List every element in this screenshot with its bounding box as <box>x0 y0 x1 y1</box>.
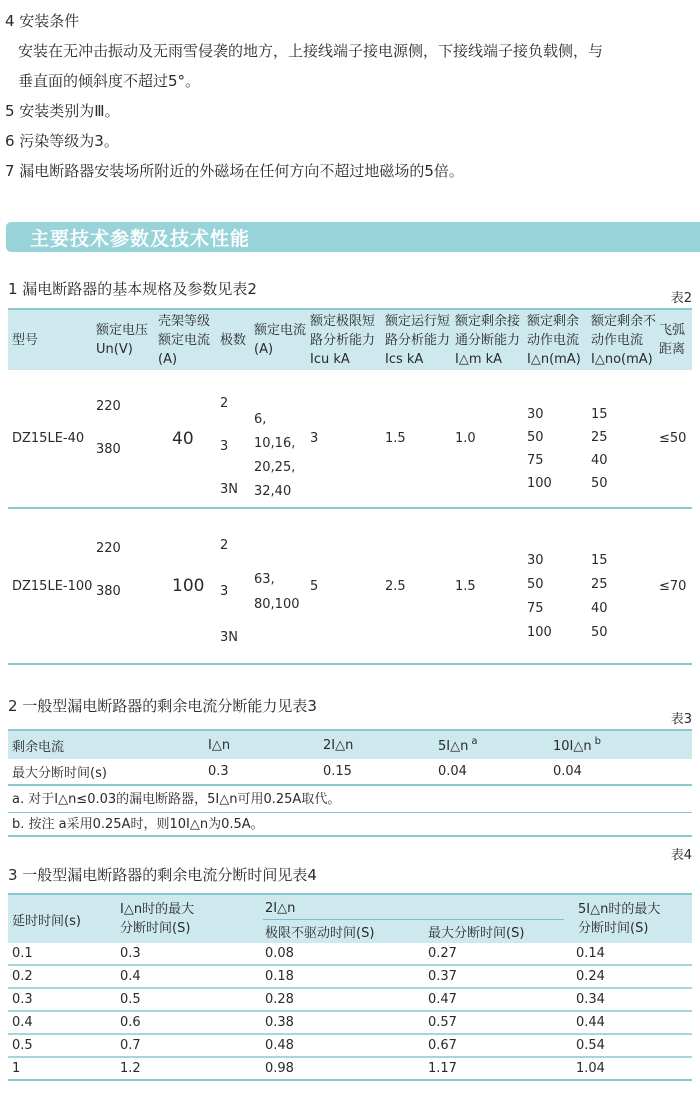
cell-value: 0.28 <box>265 992 294 1007</box>
table3-label: 表3 <box>670 712 692 727</box>
col-header-2idn: 2I△n <box>323 737 354 753</box>
header-line: 额定电压 <box>96 323 149 338</box>
note-item-4-body: 安装在无冲击振动及无雨雪侵袭的地方，上接线端子接电源侧，下接线端子接负载侧，与 <box>18 42 604 60</box>
cell-delay: 0.4 <box>12 1015 33 1030</box>
cell-value: 3N <box>220 482 238 497</box>
footnote-ref-a: a <box>471 736 478 747</box>
footnote-a: a. 对于I△n≤0.03的漏电断路器，5I△n可用0.25A取代。 <box>8 786 692 813</box>
table3 <box>8 729 692 837</box>
header-line: 分断时间(S) <box>120 921 191 936</box>
col-header-5idn <box>438 736 553 754</box>
cell-row-label: 最大分断时间(s) <box>12 766 107 781</box>
cell-value: 100 <box>172 576 205 596</box>
table4-header-row <box>8 895 692 943</box>
section-title: 主要技术参数及技术性能 <box>30 227 251 250</box>
cell-arc-distance: ≤70 <box>659 578 687 594</box>
cell-value: 3N <box>220 630 238 645</box>
cell-rated-currents <box>252 509 308 663</box>
cell-value: 15 <box>591 553 608 568</box>
section-banner <box>6 222 700 252</box>
cell-value: 63, <box>254 572 275 587</box>
cell-idm: 1.5 <box>455 578 476 594</box>
cell-idn <box>525 370 589 507</box>
table-row <box>8 989 692 1012</box>
cell-value: 1.04 <box>576 1061 605 1076</box>
group-header-2idn: 2I△n <box>263 897 564 920</box>
table-row <box>8 1058 692 1081</box>
col-header-idn: I△n <box>208 737 231 753</box>
note-item-7: 7 漏电断路器安装场所附近的外磁场在任何方向不超过地磁场的5倍。 <box>5 162 464 180</box>
col-header-rated-voltage <box>94 310 156 370</box>
header-line: 额定剩余不 <box>591 313 657 329</box>
note-item-5: 5 安装类别为Ⅲ。 <box>5 102 120 120</box>
cell-value: 3 <box>220 584 229 599</box>
header-line: 额定运行短 <box>385 313 451 329</box>
header-line: 额定电流 <box>158 332 211 348</box>
cell-value: 50 <box>527 430 544 445</box>
cell-poles <box>218 370 252 507</box>
note-item-4-body: 垂直面的倾斜度不超过5°。 <box>18 72 201 90</box>
table4 <box>8 893 692 1081</box>
header-line: Ics kA <box>385 351 424 367</box>
col-header-10idn <box>553 736 692 754</box>
cell-value: 0.18 <box>265 969 294 984</box>
cell-value: 380 <box>96 442 121 457</box>
cell-icu: 5 <box>310 578 319 594</box>
header-line: I△m kA <box>455 351 503 367</box>
cell-value: 0.04 <box>553 764 582 779</box>
cell-value: 220 <box>96 541 121 556</box>
cell-delay: 1 <box>12 1061 21 1076</box>
cell-value: 0.48 <box>265 1038 294 1053</box>
header-line: 距离 <box>659 342 686 357</box>
cell-value: 30 <box>527 553 544 568</box>
header-line: I△n时的最大 <box>120 902 195 917</box>
cell-value: 75 <box>527 453 544 468</box>
table-row-dz15le-40 <box>8 370 692 509</box>
cell-value: 32,40 <box>254 484 292 499</box>
cell-value: 0.54 <box>576 1038 605 1053</box>
col-header-delay-time: 延时时间(s) <box>12 913 81 929</box>
table2-caption-row <box>8 276 692 308</box>
cell-value: 1.2 <box>120 1061 141 1076</box>
cell-delay: 0.1 <box>12 946 33 961</box>
footnote-b: b. 按注 a采用0.25A时，则10I△n为0.5A。 <box>8 813 692 837</box>
col-header-idm <box>453 310 525 370</box>
cell-value: 0.24 <box>576 969 605 984</box>
cell-voltages <box>94 370 156 507</box>
cell-value: 25 <box>591 430 608 445</box>
cell-model: DZ15LE-40 <box>12 431 85 446</box>
cell-value: 3 <box>220 439 229 454</box>
header-text: 5I△n <box>438 739 469 754</box>
cell-value: 15 <box>591 407 608 422</box>
note-item-6: 6 污染等级为3。 <box>5 132 119 150</box>
cell-value: 0.34 <box>576 992 605 1007</box>
cell-value: 0.38 <box>265 1015 294 1030</box>
cell-idno <box>589 370 657 507</box>
cell-value: 2 <box>220 538 229 553</box>
header-line: 极数 <box>220 332 247 348</box>
table-row-dz15le-100 <box>8 509 692 665</box>
cell-idno <box>589 509 657 663</box>
cell-value: 0.04 <box>438 764 467 779</box>
cell-value: 220 <box>96 399 121 414</box>
cell-value: 50 <box>591 476 608 491</box>
cell-value: 0.4 <box>120 969 141 984</box>
cell-value: 6, <box>254 412 267 427</box>
table2-label: 表2 <box>670 291 692 306</box>
col-header-rated-current <box>252 310 308 370</box>
cell-frame-current <box>156 509 218 663</box>
cell-value: 0.08 <box>265 946 294 961</box>
header-line: 动作电流 <box>527 332 580 348</box>
cell-value: 0.37 <box>428 969 457 984</box>
cell-value: 0.15 <box>323 764 352 779</box>
header-line: 额定电流 <box>254 323 307 338</box>
table3-caption-row <box>8 693 692 729</box>
col-header-idno <box>589 310 657 370</box>
header-line: 飞弧 <box>659 323 686 338</box>
cell-value: 50 <box>527 577 544 592</box>
cell-value: 0.5 <box>120 992 141 1007</box>
header-line: 动作电流 <box>591 332 644 348</box>
cell-idn <box>525 509 589 663</box>
cell-value: 0.57 <box>428 1015 457 1030</box>
table4-caption-row <box>8 847 692 885</box>
cell-delay: 0.5 <box>12 1038 33 1053</box>
cell-frame-current <box>156 370 218 507</box>
cell-value: 30 <box>527 407 544 422</box>
table2-caption: 1 漏电断路器的基本规格及参数见表2 <box>8 280 257 298</box>
cell-value: 10,16, <box>254 436 296 451</box>
footnote-ref-b: b <box>594 736 601 747</box>
header-line: (A) <box>158 351 178 367</box>
cell-value: 380 <box>96 584 121 599</box>
table3-header-row <box>8 731 692 759</box>
header-text: 10I△n <box>553 739 592 754</box>
header-line: Un(V) <box>96 342 133 357</box>
header-line: 分断时间(S) <box>578 921 649 936</box>
col-header-arc-distance <box>657 310 692 370</box>
cell-rated-currents <box>252 370 308 507</box>
cell-value: 1.17 <box>428 1061 457 1076</box>
col-header-idn <box>525 310 589 370</box>
header-line: 型号 <box>12 332 39 348</box>
cell-delay: 0.2 <box>12 969 33 984</box>
table2-header-row <box>8 310 692 370</box>
cell-value: 40 <box>172 428 194 449</box>
col-header-ics <box>383 310 453 370</box>
cell-value: 0.67 <box>428 1038 457 1053</box>
header-line: I△no(mA) <box>591 351 653 367</box>
cell-model: DZ15LE-100 <box>12 578 93 594</box>
col-header-residual-current: 剩余电流 <box>12 739 65 755</box>
header-line: 5I△n时的最大 <box>578 902 661 917</box>
cell-value: 2 <box>220 396 229 411</box>
header-line: Icu kA <box>310 351 350 367</box>
cell-value: 0.3 <box>120 946 141 961</box>
group-subheaders <box>263 920 576 943</box>
cell-value: 50 <box>591 625 608 640</box>
col-header-limit-nondriving-time: 极限不驱动时间(S) <box>265 926 375 941</box>
cell-value: 75 <box>527 601 544 616</box>
cell-value: 40 <box>591 601 608 616</box>
col-header-poles <box>218 310 252 370</box>
cell-value: 0.47 <box>428 992 457 1007</box>
cell-value: 20,25, <box>254 460 296 475</box>
col-header-max-breaking-time: 最大分断时间(S) <box>428 926 525 941</box>
table-row <box>8 1035 692 1058</box>
header-line: 路分析能力 <box>310 332 376 348</box>
header-line: 路分析能力 <box>385 332 451 348</box>
table4-label: 表4 <box>670 848 692 863</box>
cell-value: 0.6 <box>120 1015 141 1030</box>
cell-idm: 1.0 <box>455 431 476 446</box>
col-header-frame-current <box>156 310 218 370</box>
header-line: 额定剩余接 <box>455 313 521 329</box>
note-item-4: 4 安装条件 <box>5 12 80 30</box>
header-line: 通分断能力 <box>455 332 521 348</box>
cell-ics: 1.5 <box>385 431 406 446</box>
col-header-5idn-max-time <box>576 895 692 943</box>
cell-value: 0.27 <box>428 946 457 961</box>
table-row <box>8 966 692 989</box>
cell-ics: 2.5 <box>385 578 406 594</box>
table-row <box>8 943 692 966</box>
header-line: (A) <box>254 342 274 357</box>
header-line: 壳架等级 <box>158 313 211 329</box>
cell-value: 100 <box>527 476 552 491</box>
col-header-model <box>8 310 94 370</box>
cell-value: 100 <box>527 625 552 640</box>
table2 <box>8 308 692 665</box>
table-row-breaking-time <box>8 759 692 786</box>
table-row <box>8 1012 692 1035</box>
cell-arc-distance: ≤50 <box>659 431 687 446</box>
cell-value: 0.44 <box>576 1015 605 1030</box>
header-line: 额定剩余 <box>527 313 580 329</box>
cell-value: 0.7 <box>120 1038 141 1053</box>
header-line: 额定极限短 <box>310 313 376 329</box>
cell-value: 80,100 <box>254 597 300 612</box>
cell-delay: 0.3 <box>12 992 33 1007</box>
table4-caption: 3 一般型漏电断路器的剩余电流分断时间见表4 <box>8 866 317 884</box>
cell-value: 40 <box>591 453 608 468</box>
header-line: I△n(mA) <box>527 351 581 367</box>
cell-icu: 3 <box>310 431 319 446</box>
col-header-idn-max-time <box>118 895 263 943</box>
cell-value: 0.3 <box>208 764 229 779</box>
cell-value: 25 <box>591 577 608 592</box>
col-group-2idn <box>263 895 576 943</box>
cell-value: 0.98 <box>265 1061 294 1076</box>
cell-poles <box>218 509 252 663</box>
cell-value: 0.14 <box>576 946 605 961</box>
table3-caption: 2 一般型漏电断路器的剩余电流分断能力见表3 <box>8 697 317 715</box>
cell-voltages <box>94 509 156 663</box>
installation-notes <box>0 0 700 186</box>
col-header-icu <box>308 310 383 370</box>
